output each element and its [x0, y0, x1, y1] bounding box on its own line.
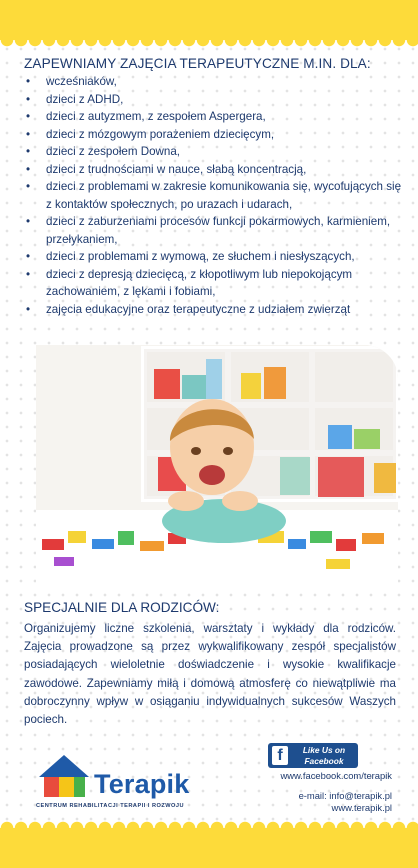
facebook-like-badge[interactable] — [268, 743, 358, 768]
bullet-icon: • — [26, 92, 31, 106]
logo-tagline: CENTRUM REHABILITACJI TERAPII I ROZWOJU — [36, 803, 185, 809]
bullet-icon: • — [26, 162, 31, 176]
facebook-badge-text — [292, 745, 356, 766]
top-scalloped-edge — [0, 40, 418, 52]
parents-heading: SPECJALNIE DLA RODZICÓW: — [24, 600, 220, 615]
terapik-logo — [36, 753, 206, 815]
therapy-list-item — [26, 143, 406, 161]
therapy-list-item-text: dzieci z mózgowym porażeniem dziecięcym, — [46, 127, 275, 141]
therapy-list-item-text: dzieci z ADHD, — [46, 92, 124, 106]
therapy-list-item-text: zajęcia edukacyjne oraz terapeutyczne z udziałem zwierząt — [46, 302, 351, 316]
therapy-list-item-text: dzieci z zaburzeniami procesów funkcji pokarmowych, karmieniem, przełykaniem, — [46, 215, 391, 246]
child-playing-photo — [36, 345, 398, 585]
therapy-heading: ZAPEWNIAMY ZAJĘCIA TERAPEUTYCZNE M.IN. DLA: — [24, 56, 371, 71]
facebook-badge-line-1: Like Us on — [302, 745, 346, 755]
therapy-list-item — [26, 248, 406, 266]
therapy-list-item — [26, 178, 406, 213]
therapy-list-item — [26, 266, 406, 301]
bullet-icon: • — [26, 267, 31, 281]
therapy-list-item — [26, 73, 406, 91]
bullet-icon: • — [26, 250, 31, 263]
bullet-icon: • — [26, 75, 31, 88]
house-logo-icon — [36, 753, 92, 801]
bullet-icon: • — [26, 215, 31, 228]
therapy-list-item — [26, 91, 406, 109]
facebook-icon: f — [272, 746, 288, 765]
bullet-icon: • — [26, 145, 31, 158]
bullet-icon: • — [26, 180, 31, 193]
parents-paragraph: Organizujemy liczne szkolenia, warsztaty i wykłady dla rodziców. Zajęcia prowadzone są przez wykwalifikowany zespół specjalistów posiadających wieloletnie doświadczenie i wysokie kwalifikacje zawodowe. Zapewniamy miłą i domową atmosferę co niewątpliwie ma dobroczynny wpływ w osiąganiu indywidualnych sukcesów Waszych pociech. — [24, 622, 396, 727]
website-link[interactable]: www.terapik.pl — [331, 802, 392, 813]
child-with-blocks-illustration — [36, 345, 398, 585]
therapy-list-item-text: dzieci z depresją dziecięcą, z kłopotliwym lub niepokojącym zachowaniem, z lękami i fobiami, — [46, 267, 353, 298]
therapy-list-item-text: dzieci z problemami w zakresie komunikowania się, wycofujących się z kontaktów społecznych, po urazach i udarach, — [46, 180, 402, 211]
therapy-list-item-text: dzieci z autyzmem, z zespołem Aspergera, — [46, 110, 266, 123]
therapy-list-item-text: dzieci z trudnościami w nauce, słabą koncentracją, — [46, 162, 307, 176]
logo-name: Terapik — [94, 769, 190, 799]
bullet-icon: • — [26, 110, 31, 123]
therapy-list-item — [26, 213, 406, 248]
therapy-list-item-text: dzieci z problemami z wymową, ze słuchem i niesłyszących, — [46, 250, 355, 263]
facebook-badge-line-2: Facebook — [304, 755, 344, 766]
bullet-icon: • — [26, 302, 31, 316]
top-yellow-band — [0, 0, 418, 40]
therapy-list-item-text: wcześniaków, — [46, 75, 117, 88]
bottom-yellow-band — [0, 828, 418, 868]
bullet-icon: • — [26, 127, 31, 141]
email-contact[interactable]: e-mail: info@terapik.pl — [298, 790, 392, 801]
therapy-list-item — [26, 126, 406, 144]
therapy-list-item — [26, 301, 406, 319]
therapy-list-item — [26, 108, 406, 126]
therapy-list-item-text: dzieci z zespołem Downa, — [46, 145, 181, 158]
facebook-url[interactable]: www.facebook.com/terapik — [280, 770, 392, 781]
therapy-list — [26, 73, 406, 318]
therapy-list-item — [26, 161, 406, 179]
bottom-scalloped-edge — [0, 816, 418, 828]
